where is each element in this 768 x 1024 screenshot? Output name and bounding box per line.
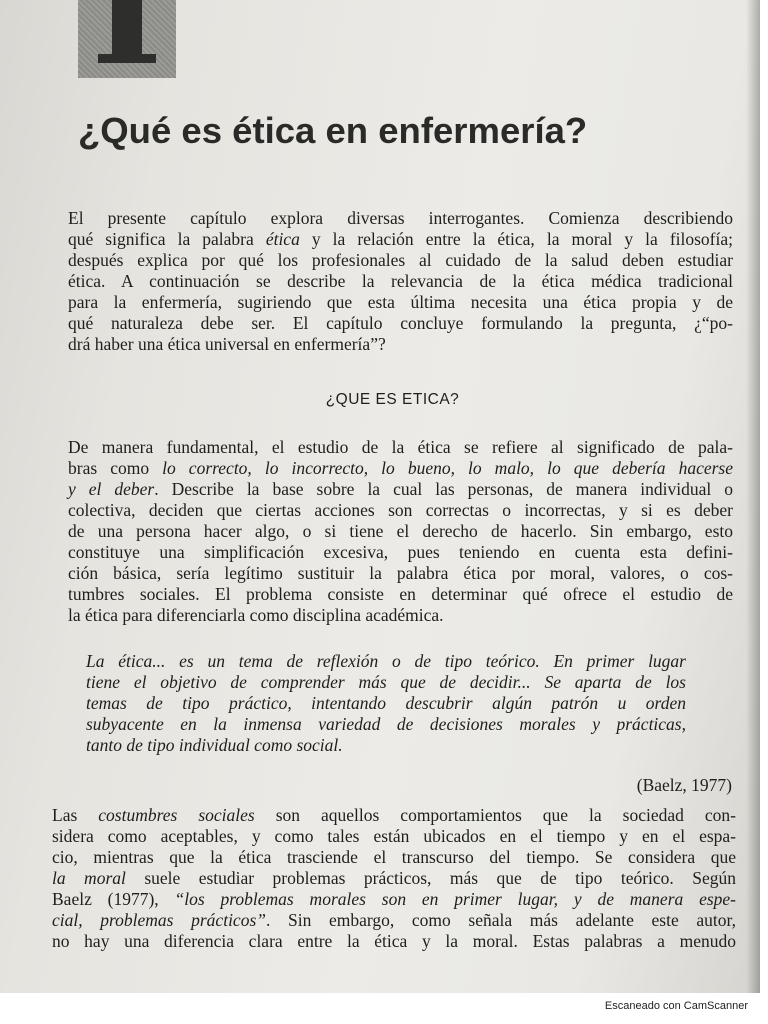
text-line: drá haber una ética universal en enfermería”? [68,334,386,354]
block-quote [86,651,686,756]
text-line [52,868,736,889]
text-line: la ética para diferenciarla como disciplina académica. [68,605,444,625]
text-line: El presente capítulo explora diversas interrogantes. Comienza describiendo [68,208,733,228]
text-run: Baelz (1977), [52,889,175,909]
italic-run: costumbres sociales [98,805,255,825]
text-line: sidera como aceptables, y como tales están ubicados en el tiempo y en el espa- [52,826,736,846]
text-line [68,229,733,250]
closing-paragraph [52,805,736,952]
text-run: suele estudiar problemas prácticos, más que de tipo teórico. Según [125,868,736,888]
text-line [52,910,736,931]
text-line: tiene el objetivo de comprender más que de decidir... Se aparta de los [86,672,686,692]
scanner-watermark: Escaneado con CamScanner [604,1000,748,1012]
text-line: no hay una diferencia clara entre la ética y la moral. Estas palabras a menudo [52,931,736,951]
text-line: constituye una simplificación excesiva, pues teniendo en cuenta esta defini- [68,542,733,562]
italic-run: “los problemas morales son en primer lugar, y de manera espe- [174,889,736,909]
italic-run: ética [265,229,300,249]
italic-run: cial, problemas prácticos” [52,910,266,930]
text-line [52,889,736,910]
text-line: temas de tipo práctico, intentando descubrir algún patrón u orden [86,693,686,713]
text-line: colectiva, deciden que ciertas acciones son correctas o incorrectas, y si es deber [68,500,733,520]
text-run: . Sin embargo, como señala más adelante este autor, [266,910,737,930]
text-run: qué significa la palabra [68,229,266,249]
intro-paragraph [68,208,733,355]
section-heading: ¿QUE ES ETICA? [325,391,460,408]
text-line: de una persona hacer algo, o si tiene el derecho de hacerlo. Sin embargo, esto [68,521,733,541]
chapter-numeral-mark [112,0,142,62]
text-line: De manera fundamental, el estudio de la ética se refiere al significado de pala- [68,437,733,457]
text-line: subyacente en la inmensa variedad de decisiones morales y prácticas, [86,714,686,734]
italic-run: y el deber [68,479,155,499]
text-run: bras como [68,458,163,478]
chapter-numeral-serif [98,54,156,63]
text-run: son aquellos comportamientos que la sociedad con- [254,805,736,825]
text-line: qué naturaleza debe ser. El capítulo concluye formulando la pregunta, ¿“po- [68,313,733,333]
text-line: después explica por qué los profesionales al cuidado de la salud deben estudiar [68,250,733,270]
text-line: ética. A continuación se describe la relevancia de la ética médica tradicional [68,271,733,291]
text-run: . Describe la base sobre la cual las personas, de manera individual o [154,479,733,499]
text-line: ción básica, sería legítimo sustituir la palabra ética por moral, valores, o cos- [68,563,733,583]
text-run: Las [52,805,99,825]
text-line [52,805,736,826]
section-paragraph [68,437,733,626]
text-line: tanto de tipo individual como social. [86,735,343,755]
italic-run: la moral [52,868,126,888]
text-line: para la enfermería, sugiriendo que esta última necesita una ética propia y de [68,292,733,312]
text-line [68,458,733,479]
chapter-title: ¿Qué es ética en enfermería? [78,110,588,151]
text-line: La ética... es un tema de reflexión o de tipo teórico. En primer lugar [86,651,686,671]
text-line: cio, mientras que la ética trasciende el transcurso del tiempo. Se considera que [52,847,736,867]
text-line [68,479,733,500]
text-line: tumbres sociales. El problema consiste en determinar qué ofrece el estudio de [68,584,733,604]
italic-run: lo correcto, lo incorrecto, lo bueno, lo malo, lo que debería hacerse [162,458,734,478]
quote-citation: (Baelz, 1977) [636,775,732,795]
text-run: y la relación entre la ética, la moral y la filosofía; [299,229,733,249]
